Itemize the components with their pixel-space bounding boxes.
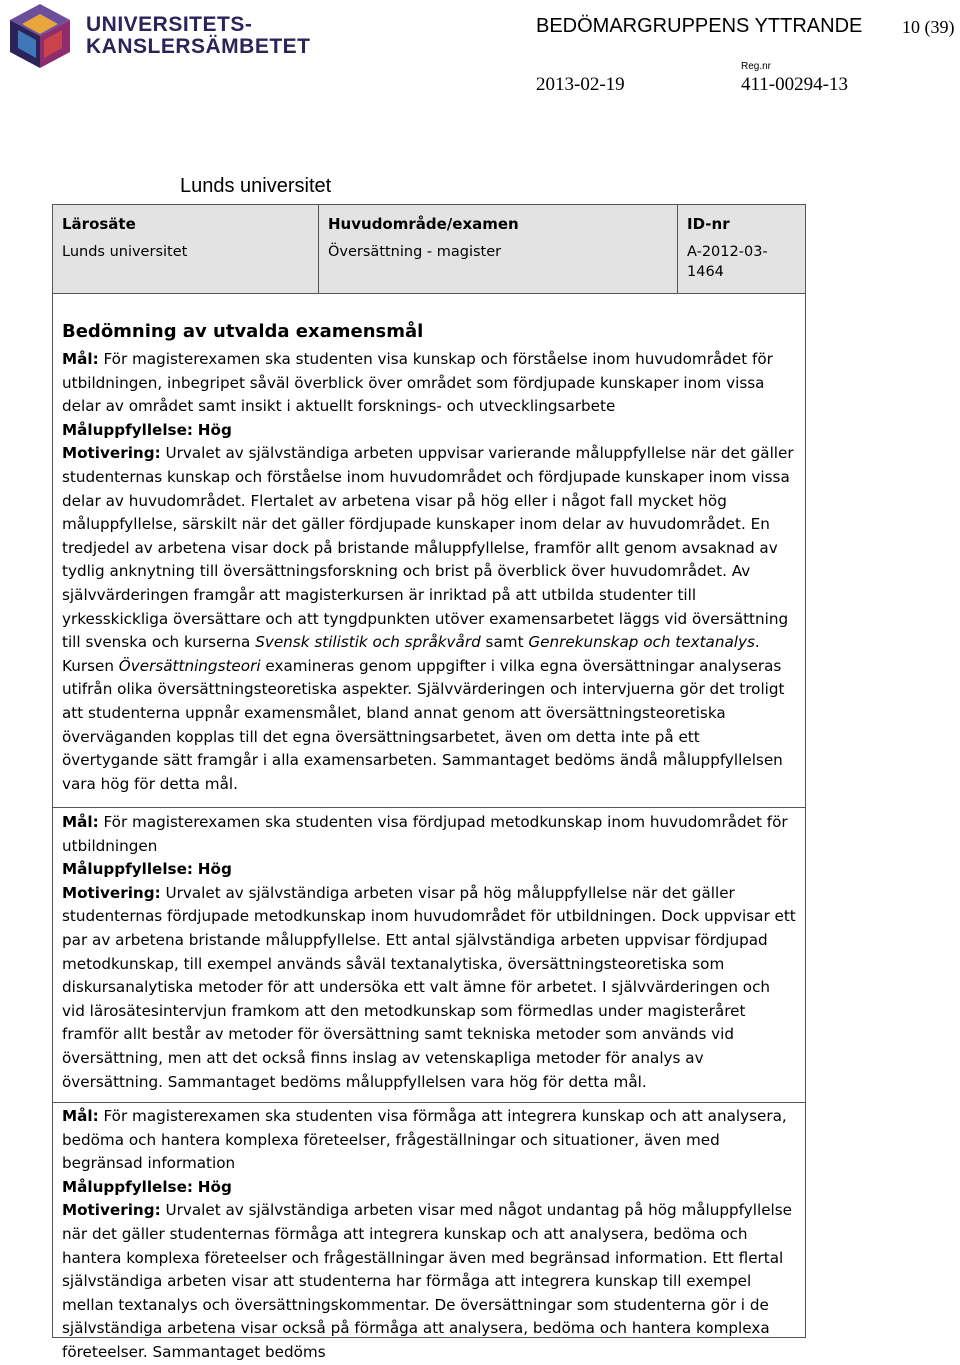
info-cell-id [678, 205, 805, 293]
goal-1-mal [62, 348, 796, 419]
goal-1-course-3: Översättningsteori [118, 656, 261, 675]
motivering-label: Motivering: [62, 883, 161, 902]
motivering-label: Motivering: [62, 1201, 161, 1220]
goal-2-motivering-text: Urvalet av självständiga arbeten visar på hög måluppfyllelse när det gäller studenternas fördjupade metodkunskap inom huvudområdet för utbildningen. Dock uppvisar ett par av arbetena bristande måluppfyllelse. Ett antal självständiga arbeten uppvisar fördjupad metodkunskap, till exempel används såväl textanalytiska, översättningsteoretiska som diskursanalytiska metoder för att undersöka ett valt ämne för arbetet. I självvärderingen och vid lärosätesintervjun framkom att den metodkunskap som förmedlas under magisteråret framför allt består av metoder för översättning samt tekniska metoder som används vid översättning, men att det också finns inslag av vetenskapliga metoder för analys av översättning. Sammantaget bedöms måluppfyllelsen vara hög för detta mål. [62, 883, 796, 1091]
mal-label: Mål: [62, 1107, 99, 1125]
id-label: ID-nr [687, 215, 730, 233]
goal-2-motivering [62, 882, 796, 1094]
cube-logo-icon [6, 2, 74, 70]
goal-3-mal-text: För magisterexamen ska studenten visa förmåga att integrera kunskap och att analysera, bedöma och hantera komplexa företeelser, frågeställningar och situationer, även med begränsad information [62, 1107, 787, 1173]
goal-box-3 [52, 1102, 806, 1361]
document-date: 2013-02-19 [536, 74, 625, 95]
goal-2-level: Hög [197, 860, 232, 879]
goal-2-maluppfyllelse [62, 858, 796, 882]
goal-1-maluppfyllelse [62, 419, 796, 443]
goal-1-motivering [62, 442, 796, 796]
larosate-label: Lärosäte [62, 215, 136, 233]
section-title: Bedömning av utvalda examensmål [62, 321, 424, 342]
goal-1-motivering-part-1: Urvalet av självständiga arbeten uppvisar varierande måluppfyllelse när det gäller studenternas kunskap och förståelse inom huvudområdet och fördjupade kunskaper inom vissa delar av huvudområdet. Flertalet av arbetena visar på hög eller i något fall mycket hög måluppfyllelse, särskilt när det gäller fördjupade kunskaper inom delar av huvudområdet. En tredjedel av arbetena visar dock på bristande måluppfyllelse, framför allt genom avsaknad av tydlig anknytning till översättningsforskning och brist på överblick över huvudområdet. Av självvärderingen framgår att magisterkursen är inriktad på att utbilda studenter till yrkesskickliga översättare och att tyngdpunkten utöver examensarbetet läggs vid översättning till svenska och kurserna [62, 444, 794, 652]
goal-1-course-1: Svensk stilistik och språkvård [255, 633, 481, 652]
maluppfyllelse-label: Måluppfyllelse: [62, 1177, 193, 1196]
goal-3-motivering-text: Urvalet av självständiga arbeten visar med något undantag på hög måluppfyllelse när det gäller studenternas förmåga att integrera kunskap och att analysera, bedöma och hantera komplexa företeelser och frågeställningar även med begränsad information. Ett flertal självständiga arbeten visar att studenterna har förmåga att integrera kunskap till exempel mellan textanalys och översättningskommentar. De översättningar som studenterna gör i de självständiga arbetena visar också på förmåga att analysera, bedöma och hantera komplexa företeelser. Sammantaget bedöms [62, 1201, 793, 1361]
goal-1-level: Hög [197, 420, 232, 439]
goal-2-mal [62, 811, 796, 858]
document-title: BEDÖMARGRUPPENS YTTRANDE [536, 15, 863, 37]
logo [6, 2, 326, 72]
goal-box-1 [52, 293, 806, 808]
goal-1-course-2: Genrekunskap och textanalys [528, 633, 755, 652]
logo-line-1: UNIVERSITETS- [86, 13, 253, 36]
logo-line-2: KANSLERSÄMBETET [86, 35, 311, 58]
regnr-label: Reg.nr [741, 61, 772, 72]
logo-wordmark [86, 14, 311, 58]
mal-label: Mål: [62, 350, 99, 368]
goal-1-motivering-part-2: samt [480, 633, 529, 652]
goal-2-mal-text: För magisterexamen ska studenten visa fördjupad metodkunskap inom huvudområdet för utbildningen [62, 813, 788, 855]
goal-3-mal [62, 1105, 796, 1176]
motivering-label: Motivering: [62, 444, 161, 463]
larosate-value: Lunds universitet [62, 244, 188, 260]
goal-1-motivering-part-3: . Kursen [62, 633, 760, 675]
id-value: A-2012-03-1464 [687, 244, 768, 280]
maluppfyllelse-label: Måluppfyllelse: [62, 860, 193, 879]
goal-3-maluppfyllelse [62, 1176, 796, 1200]
mal-label: Mål: [62, 813, 99, 831]
goal-3-level: Hög [197, 1177, 232, 1196]
goal-1-motivering-part-4: examineras genom uppgifter i vilka egna översättningar analyseras utifrån olika översättningsteoretiska aspekter. Självvärderingen och intervjuerna gör det troligt att studenterna uppnår examensmålet, bland annat genom att översättningsteoretiska överväganden kopplas till det egna översättningsarbetet, även om detta inte på ett övertygande sätt framgår i alla examensarbeten. Sammantaget bedöms ändå måluppfyllelsen vara hög för detta mål. [62, 656, 785, 793]
goal-1-mal-text: För magisterexamen ska studenten visa kunskap och förståelse inom huvudområdet för utbildningen, inbegripet såväl överblick över området som fördjupade kunskaper inom vissa delar av området samt insikt i aktuellt forsknings- och utvecklingsarbete [62, 350, 773, 416]
regnr-value: 411-00294-13 [741, 74, 848, 95]
huvudomrade-value: Översättning - magister [328, 244, 502, 260]
info-cell-huvudomrade [319, 205, 678, 293]
university-title: Lunds universitet [180, 175, 332, 197]
maluppfyllelse-label: Måluppfyllelse: [62, 420, 193, 439]
goal-3-motivering [62, 1199, 796, 1364]
huvudomrade-label: Huvudområde/examen [328, 215, 519, 233]
page-number: 10 (39) [902, 17, 955, 37]
goal-box-2 [52, 807, 806, 1103]
info-table [52, 204, 806, 294]
info-cell-larosate [53, 205, 319, 293]
